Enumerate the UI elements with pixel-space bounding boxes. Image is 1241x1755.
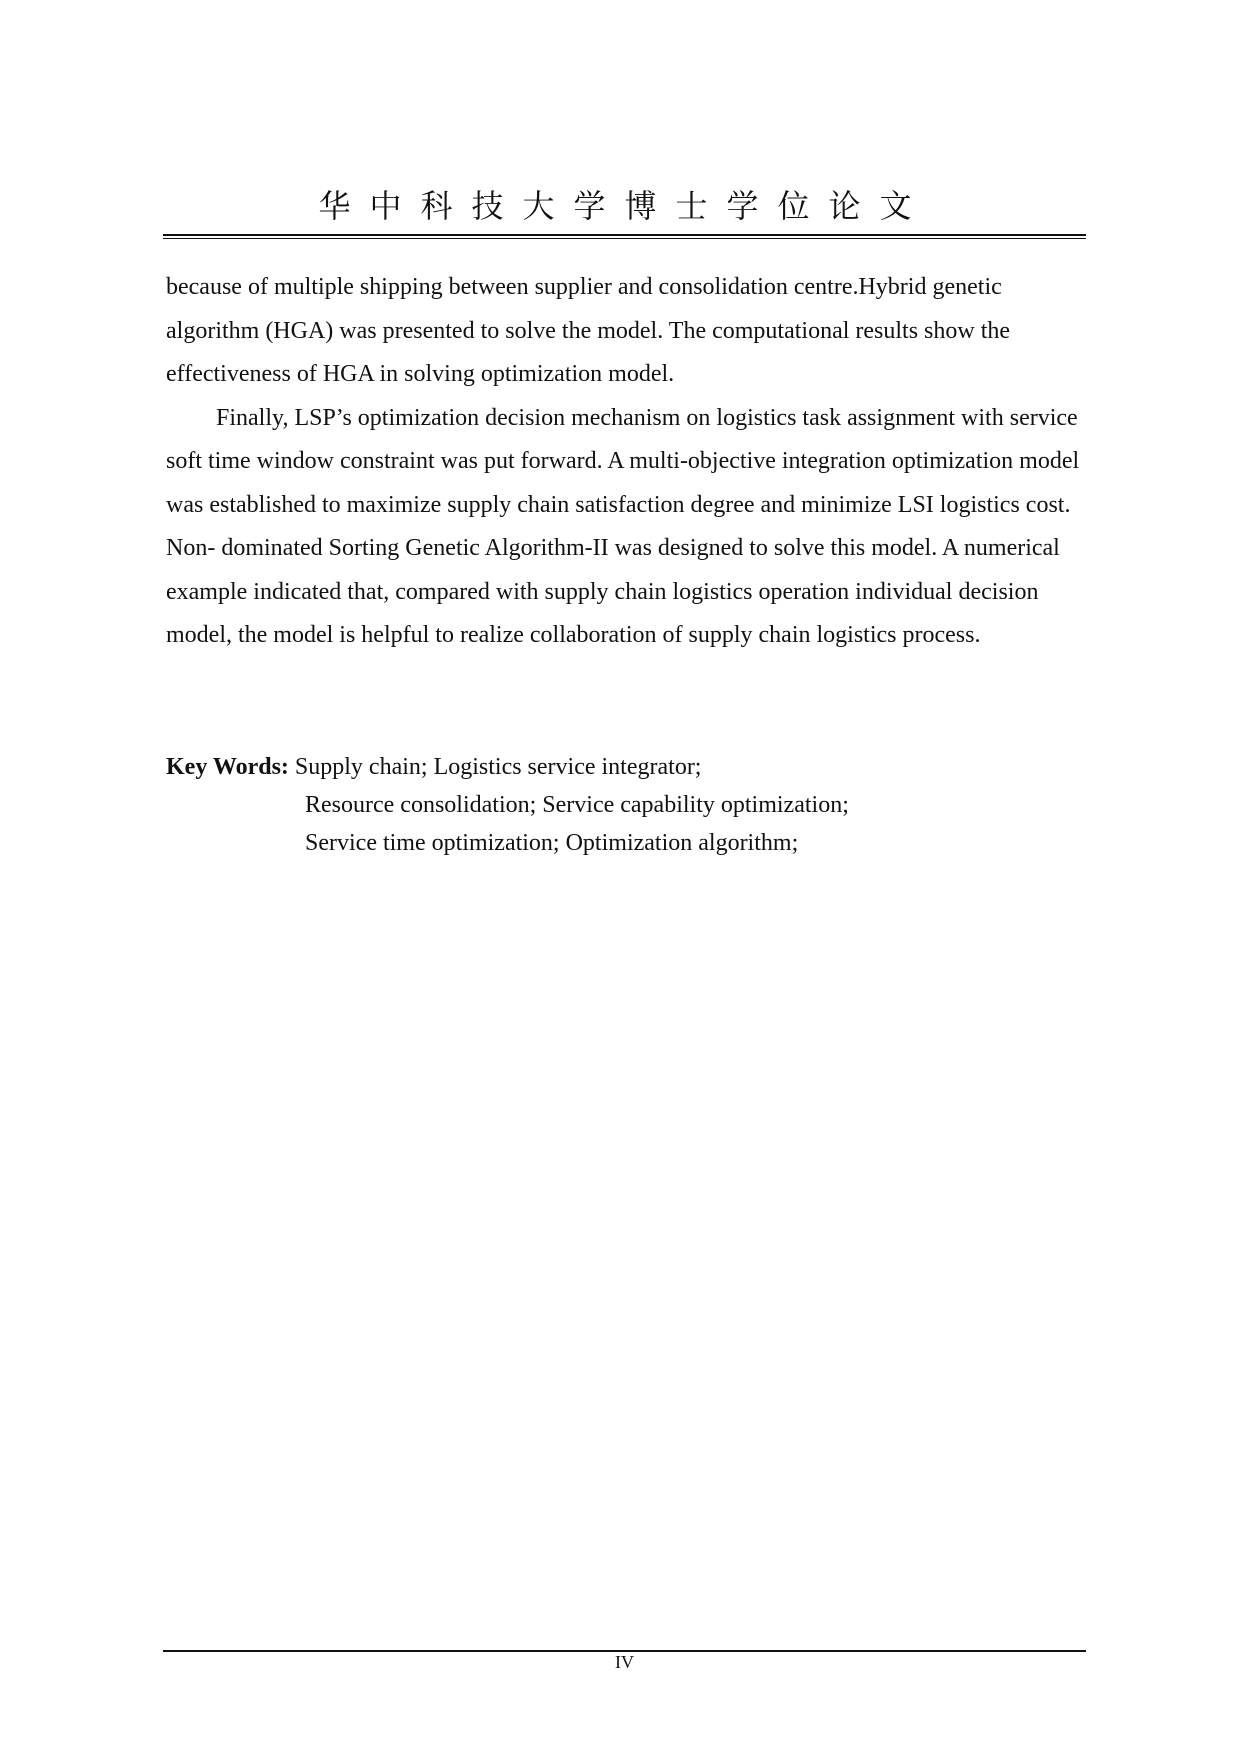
abstract-paragraph-continued: because of multiple shipping between supplier and consolidation centre.Hybrid genetic algorithm (HGA) was presented to solve the model. The computational results show the effectiveness of HGA in solving optimization model. [166, 274, 1011, 387]
keywords-label: Key Words: [166, 754, 289, 780]
keywords-block [166, 748, 1081, 862]
keywords-line-3: Service time optimization; Optimization algorithm; [305, 830, 799, 856]
abstract-body [166, 266, 1081, 658]
header-rule-thin [163, 238, 1086, 239]
keywords-text-1: Supply chain; Logistics service integrator; [294, 754, 702, 780]
page-number: IV [615, 1652, 634, 1672]
header-rule-thick [163, 234, 1086, 236]
keywords-line-2: Resource consolidation; Service capability optimization; [305, 792, 849, 818]
keywords-line-1 [166, 748, 1081, 786]
running-header-title: 华中科技大学博士学位论文 [318, 187, 931, 225]
abstract-paragraph-finally: Finally, LSP’s optimization decision mechanism on logistics task assignment with service soft time window constraint was put forward. A multi-objective integration optimization model was established to maximize supply chain satisfaction degree and minimize LSI logistics cost. Non- dominated Sorting Genetic Algorithm-II was designed to solve this model. A numerical example indicated that, compared with supply chain logistics operation individual decision model, the model is helpful to realize collaboration of supply chain logistics process. [166, 404, 1080, 648]
